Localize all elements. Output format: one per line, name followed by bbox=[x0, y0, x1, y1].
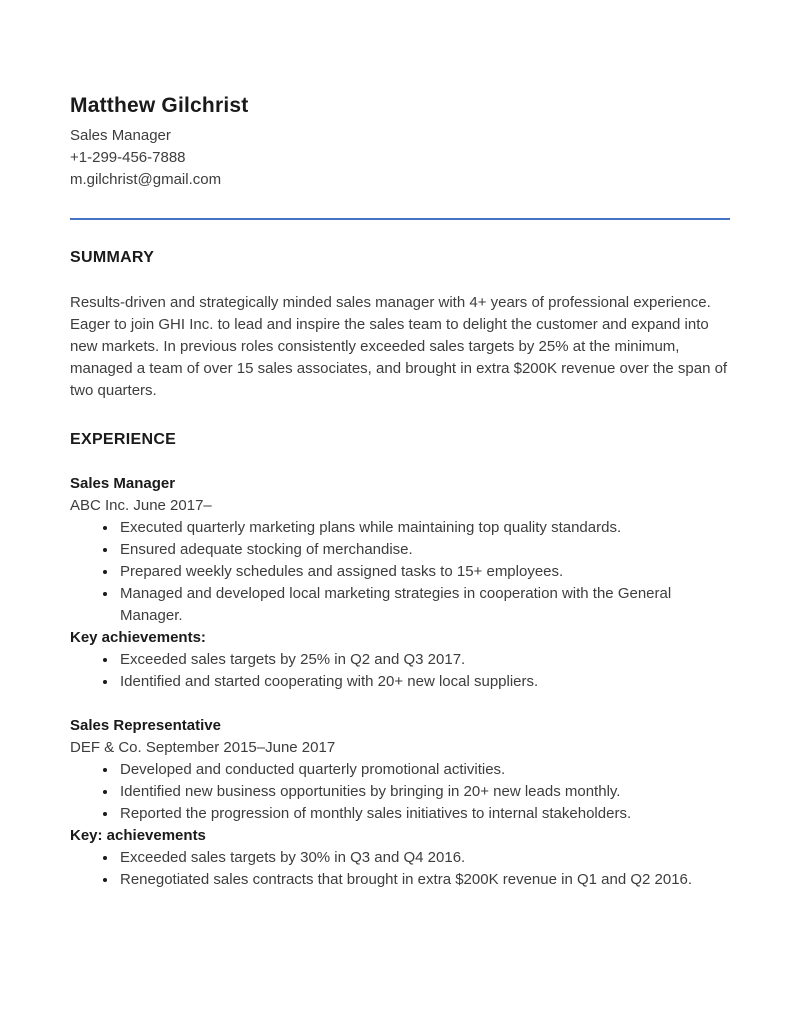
job-entry-sales-manager bbox=[70, 473, 730, 693]
job-duty-item: • Reported the progression of monthly sales initiatives to internal stakeholders. bbox=[118, 803, 730, 825]
achievement-list bbox=[70, 649, 730, 693]
job-duty-item: • Executed quarterly marketing plans while maintaining top quality standards. bbox=[118, 517, 730, 539]
experience-heading: EXPERIENCE bbox=[70, 431, 177, 448]
job-duty-item: • Developed and conducted quarterly promotional activities. bbox=[118, 759, 730, 781]
job-duty-item: • Identified new business opportunities by bringing in 20+ new leads monthly. bbox=[118, 781, 730, 803]
person-title: Sales Manager bbox=[70, 127, 171, 144]
job-duty-item: • Prepared weekly schedules and assigned tasks to 15+ employees. bbox=[118, 561, 730, 583]
achievement-list bbox=[70, 847, 730, 891]
resume-header bbox=[70, 94, 730, 191]
job-duty-list bbox=[70, 759, 730, 825]
job-title: Sales Manager bbox=[70, 475, 176, 492]
summary-section bbox=[70, 249, 730, 402]
summary-text: Results-driven and strategically minded sales manager with 4+ years of professional experience. Eager to join GHI Inc. to lead and inspire the sales team to delight the customer and expand into new markets. In previous roles consistently exceeded sales targets by 25% at the minimum, managed a team of over 15 sales associates, and brought in extra $200K revenue over the span of two quarters. bbox=[70, 294, 728, 399]
job-company-dates: DEF & Co. September 2015–June 2017 bbox=[70, 739, 336, 756]
person-email: m.gilchrist@gmail.com bbox=[70, 171, 222, 188]
achievement-item: • Identified and started cooperating with 20+ new local suppliers. bbox=[118, 671, 730, 693]
experience-section bbox=[70, 431, 730, 891]
job-duty-item: • Managed and developed local marketing strategies in cooperation with the General Manager. bbox=[118, 583, 730, 627]
summary-heading: SUMMARY bbox=[70, 249, 155, 266]
achievement-item: • Renegotiated sales contracts that brought in extra $200K revenue in Q1 and Q2 2016. bbox=[118, 869, 730, 891]
person-phone: +1-299-456-7888 bbox=[70, 149, 186, 166]
achievement-item: • Exceeded sales targets by 25% in Q2 and Q3 2017. bbox=[118, 649, 730, 671]
achievements-label: Key: achievements bbox=[70, 827, 206, 844]
job-duty-list bbox=[70, 517, 730, 627]
job-title: Sales Representative bbox=[70, 717, 221, 734]
job-duty-item: • Ensured adequate stocking of merchandise. bbox=[118, 539, 730, 561]
job-company-dates: ABC Inc. June 2017– bbox=[70, 497, 212, 514]
achievement-item: • Exceeded sales targets by 30% in Q3 and Q4 2016. bbox=[118, 847, 730, 869]
person-name: Matthew Gilchrist bbox=[70, 94, 249, 117]
job-entry-sales-representative bbox=[70, 715, 730, 891]
achievements-label: Key achievements: bbox=[70, 629, 206, 646]
section-divider bbox=[70, 218, 730, 220]
